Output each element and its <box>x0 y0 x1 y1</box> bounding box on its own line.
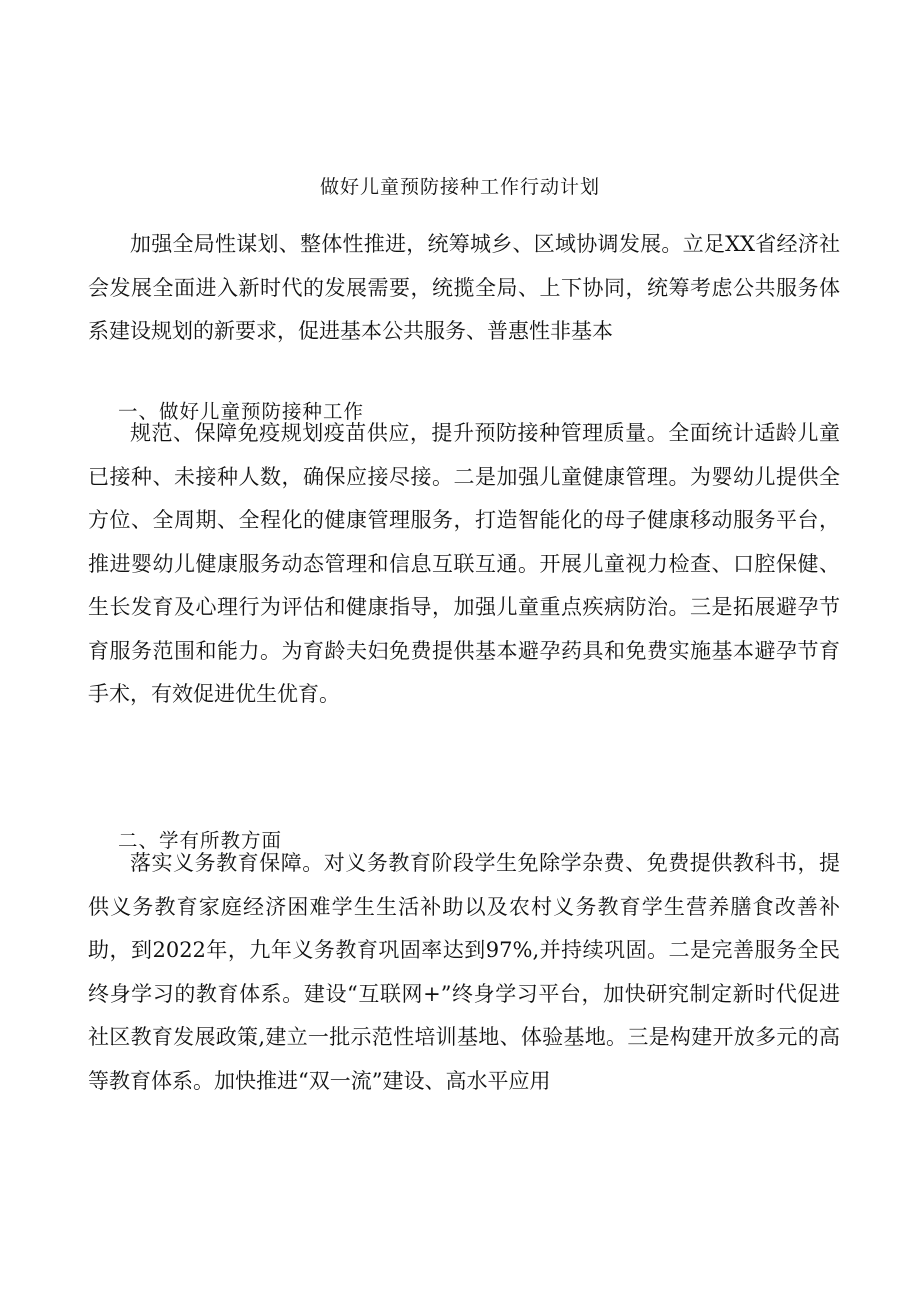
section-body-1 <box>88 412 840 717</box>
section-paragraph-1: 规范、保障免疫规划疫苗供应，提升预防接种管理质量。全面统计适龄儿童已接种、未接种人数，确保应接尽接。二是加强儿童健康管理。为婴幼儿提供全方位、全周期、全程化的健康管理服务，打造智能化的母子健康移动服务平台，推进婴幼儿健康服务动态管理和信息互联互通。开展儿童视力检查、口腔保健、生长发育及心理行为评估和健康指导，加强儿童重点疾病防治。三是拓展避孕节育服务范围和能力。为育龄夫妇免费提供基本避孕药具和免费实施基本避孕节育手术，有效促进优生优育。 <box>88 421 840 706</box>
section-heading-2: 二、学有所教方面 <box>118 829 283 852</box>
intro-paragraph-block <box>88 223 840 354</box>
section-body-2 <box>88 842 840 1103</box>
intro-paragraph: 加强全局性谋划、整体性推进，统筹城乡、区域协调发展。立足XX省经济社会发展全面进入新时代的发展需要，统揽全局、上下协同，统筹考虑公共服务体系建设规划的新要求，促进基本公共服务、普惠性非基本 <box>88 232 840 343</box>
section-heading-1: 一、做好儿童预防接种工作 <box>118 400 365 423</box>
document-title: 做好儿童预防接种工作行动计划 <box>319 176 600 198</box>
section-paragraph-2: 落实义务教育保障。对义务教育阶段学生免除学杂费、免费提供教科书，提供义务教育家庭经济困难学生生活补助以及农村义务教育学生营养膳食改善补助，到2022年，九年义务教育巩固率达到97%,并持续巩固。二是完善服务全民终身学习的教育体系。建设“互联网+”终身学习平台，加快研究制定新时代促进社区教育发展政策,建立一批示范性培训基地、体验基地。三是构建开放多元的高等教育体系。加快推进“双一流”建设、高水平应用 <box>88 851 840 1093</box>
